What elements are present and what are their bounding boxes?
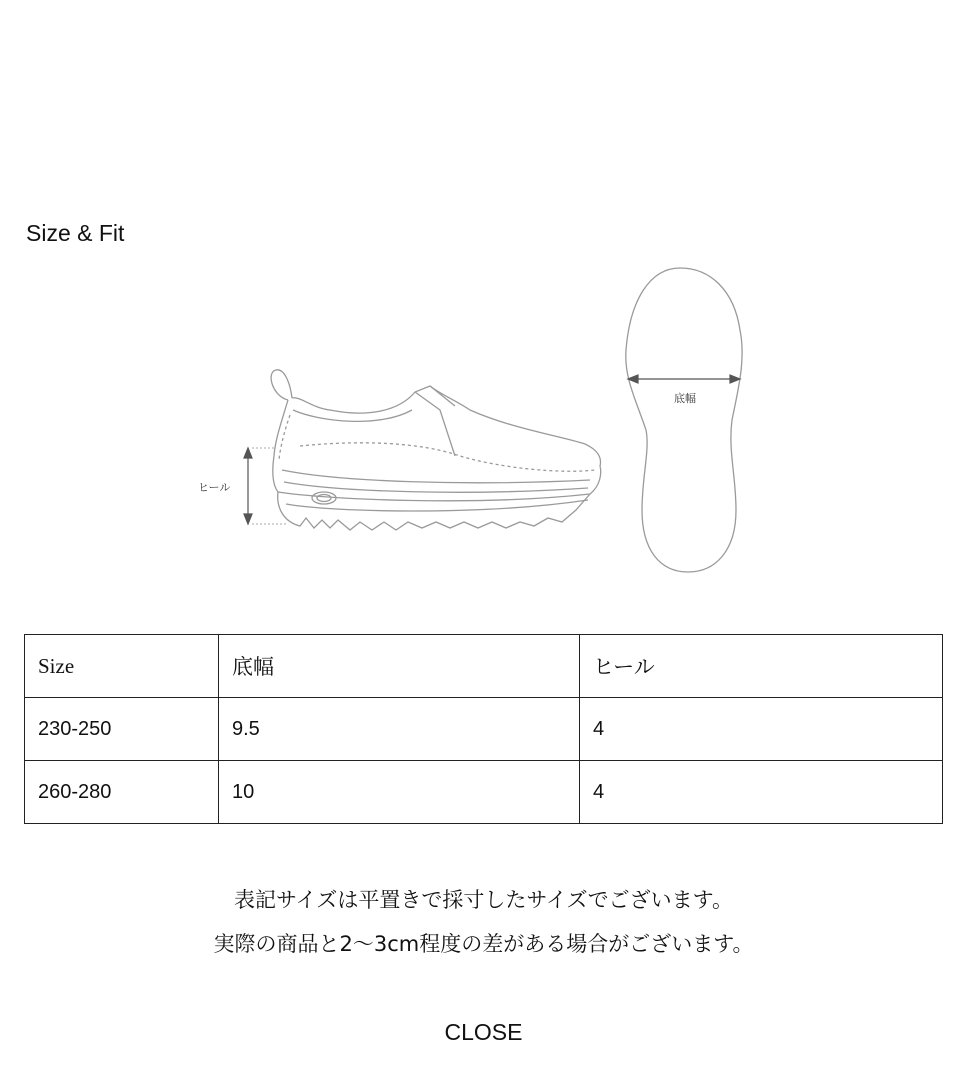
variance-note: 実際の商品と2〜3cm程度の差がある場合がございます。 (213, 932, 754, 956)
width-label: 底幅 (674, 392, 696, 405)
cell-sole-width: 9.5 (219, 698, 580, 761)
table-row (25, 698, 943, 761)
shoe-illustration (0, 260, 967, 590)
cell-sole-width: 10 (219, 761, 580, 824)
insole-top-icon (626, 268, 742, 572)
measurement-note: 表記サイズは平置きで採寸したサイズでございます。 (234, 888, 733, 912)
width-measure-arrow (628, 375, 740, 383)
table-row (25, 761, 943, 824)
section-title: Size & Fit (26, 220, 125, 246)
close-button[interactable]: CLOSE (444, 1019, 523, 1045)
shoe-side-icon (271, 370, 601, 530)
header-sole-width: 底幅 (219, 635, 580, 698)
header-size: Size (25, 635, 219, 698)
cell-heel: 4 (580, 698, 943, 761)
cell-size: 260-280 (25, 761, 219, 824)
size-table (24, 634, 943, 824)
header-heel: ヒール (580, 635, 943, 698)
heel-label: ヒール (198, 481, 231, 494)
cell-size: 230-250 (25, 698, 219, 761)
cell-heel: 4 (580, 761, 943, 824)
table-header-row (25, 635, 943, 698)
